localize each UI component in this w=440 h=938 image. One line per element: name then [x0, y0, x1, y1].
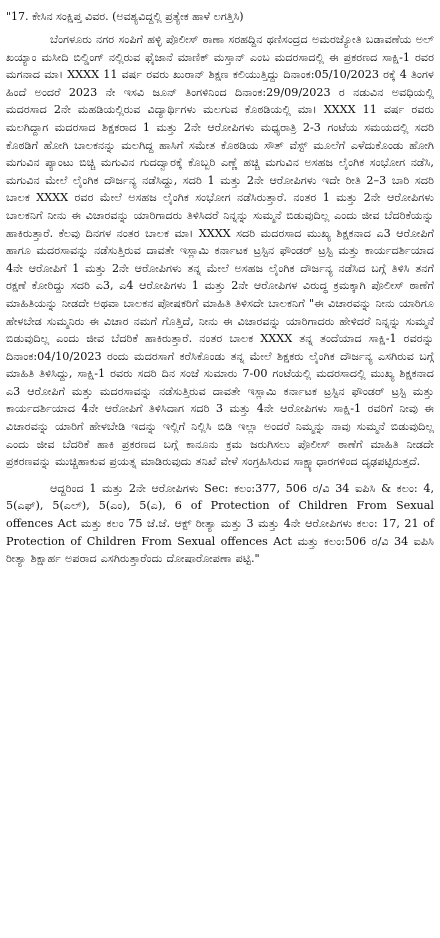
- document-heading: "17. ಕೇಸಿನ ಸಂಕ್ಷಿಪ್ತ ವಿವರ. (ಅವಶ್ಯವಿದ್ದಲ್ಲಿ ಪ್ರತ್ಯೇಕ ಹಾಳೆ ಲಗತ್ತಿಸಿ): [6, 10, 244, 23]
- charges-paragraph: ಆದ್ದರಿಂದ 1 ಮತ್ತು 2ನೇ ಆರೋಪಿಗಳು Sec: ಕಲಂ:377, 506 ರ/ವಿ 34 ಐಪಿಸಿ & ಕಲಂ: 4, 5(ಎಫ್), 5(ಎಲ್), 5(ಎಂ), 5(ಎ), 6 of Protection of Children From Sexual offences Act ಮತ್ತು ಕಲಂ 75 ಜೆ.ಜೆ. ಆಕ್ಟ್ ರೀತ್ಯಾ ಮತ್ತು 3 ಮತ್ತು 4ನೇ ಆರೋಪಿಗಳು ಕಲಂ: 17, 21 of Protection of Children From Sexual offences Act ಮತ್ತು ಕಲಂ:506 ರ/ವಿ 34 ಐಪಿಸಿ ರೀತ್ಯಾ ಶಿಕ್ಷಾರ್ಹ ಅಪರಾದ ಎಸಗಿರುತ್ತಾರೆಂದು ದೋಷಾರೋಪಣಾ ಪಟ್ಟಿ.": [6, 481, 434, 566]
- case-summary-paragraph: ಬೆಂಗಳೂರು ನಗರ ಸಂಪಿಗೆ ಹಳ್ಳಿ ಪೊಲೀಸ್ ಠಾಣಾ ಸರಹದ್ದಿನ ಥಣಿಸಂದ್ರದ ಅಮರಜ್ಯೋತಿ ಬಡಾವಣೆಯ ಅಲ್ ಖಯ್ಯಾಂ ಮಸೀದಿ ಬಿಲ್ಡಿಂಗ್ ನಲ್ಲಿರುವ ಫೈಜಾನೆ ಮಾಣಿಕ್ ಮಸ್ತಾನ್ ಎಂಬ ಮದರಸಾದಲ್ಲಿ ಈ ಪ್ರಕರಣದ ಸಾಕ್ಷಿ-1 ರವರ ಮಗನಾದ ಮಾ। XXXX 11 ವರ್ಷ ರವರು ಖುರಾನ್ ಶಿಕ್ಷಣ ಕಲಿಯುತ್ತಿದ್ದು ದಿನಾಂಕ:05/10/2023 ರಕ್ಕೆ 4 ತಿಂಗಳ ಹಿಂದೆ ಅಂದರೆ 2023 ನೇ ಇಸವಿ ಜೂನ್ ತಿಂಗಳಿನಿಂದ ದಿನಾಂಕ:29/09/2023 ರ ನಡುವಿನ ಅವಧಿಯಲ್ಲಿ ಮದರಸಾದ 2ನೇ ಮಹಡಿಯಲ್ಲಿರುವ ವಿದ್ಯಾರ್ಥಿಗಳು ಮಲಗುವ ಕೊಠಡಿಯಲ್ಲಿ ಮಾ। XXXX 11 ವರ್ಷ ರವರು ಮಲಗಿದ್ದಾಗ ಮದರಸಾದ ಶಿಕ್ಷಕರಾದ 1 ಮತ್ತು 2ನೇ ಆರೋಪಿಗಳು ಮಧ್ಯರಾತ್ರಿ 2-3 ಗಂಟೆಯ ಸಮಯದಲ್ಲಿ ಸದರಿ ಕೊಠಡಿಗೆ ಹೋಗಿ ಬಾಲಕನನ್ನು ಮಲಗಿದ್ದ ಹಾಸಿಗೆ ಸಮೇತ ಕೊಠಡಿಯ ಸೌತ್ ವೆಸ್ಟ್ ಮೂಲೆಗೆ ಎಳೆದುಕೊಂಡು ಹೋಗಿ ಮಗುವಿನ ಪ್ಯಾಂಟು ಬಿಚ್ಚಿ ಮಗುವಿನ ಗುದದ್ವಾರಕ್ಕೆ ಕೊಬ್ಬರಿ ಎಣ್ಣೆ ಹಚ್ಚಿ ಮಗುವಿನ ಅಸಹಜ ಲೈಂಗಿಕ ಸಂಭೋಗ ನಡೆಸಿ, ಮಗುವಿನ ಮೇಲೆ ಲೈಂಗಿಕ ದೌರ್ಜನ್ಯ ನಡೆಸಿದ್ದು, ಸದರಿ 1 ಮತ್ತು 2ನೇ ಆರೋಪಿಗಳು ಇದೇ ರೀತಿ 2–3 ಬಾರಿ ಸದರಿ ಬಾಲಕ XXXX ರವರ ಮೇಲೆ ಅಸಹಜ ಲೈಂಗಿಕ ಸಂಭೋಗ ನಡೆಸಿರುತ್ತಾರೆ. ನಂತರ 1 ಮತ್ತು 2ನೇ ಆರೋಪಿಗಳು ಬಾಲಕನಿಗೆ ನೀನು ಈ ವಿಚಾರವನ್ನು ಯಾರಿಗಾದರು ತಿಳಿಸಿದರೆ ನಿನ್ನನ್ನು ಸುಮ್ಮನೆ ಬಿಡುವುದಿಲ್ಲ ಎಂದು ಜೀವ ಬೆದರಿಕೆಯನ್ನು ಹಾಕಿರುತ್ತಾರೆ. ಕೆಲವು ದಿನಗಳ ನಂತರ ಬಾಲಕ ಮಾ। XXXX ಸದರಿ ಮದರಸಾದ ಮುಖ್ಯ ಶಿಕ್ಷಕನಾದ ಎ3 ಆರೋಪಿಗೆ ಹಾಗೂ ಮದರಸಾವನ್ನು ನಡೆಸುತ್ತಿರುವ ದಾವತೇ ಇಸ್ಲಾಮಿ ಕರ್ನಾಟಕ ಟ್ರಸ್ಟಿನ ಫೌಂಡರ್ ಟ್ರಸ್ಟಿ ಮತ್ತು ಕಾರ್ಯದರ್ಶಿಯಾದ 4ನೇ ಆರೋಪಿಗೆ 1 ಮತ್ತು 2ನೇ ಆರೋಪಿಗಳು ತನ್ನ ಮೇಲೆ ಅಸಹಜ ಲೈಂಗಿಕ ದೌರ್ಜನ್ಯ ನಡೆಸಿದ ಬಗ್ಗೆ ತಿಳಿಸಿ ತನಗೆ ರಕ್ಷಣೆ ಕೋರಿದ್ದು ಸದರಿ ಎ3, ಎ4 ಆರೋಪಿಗಳು 1 ಮತ್ತು 2ನೇ ಆರೋಪಿಗಳ ವಿರುದ್ಧ ಕ್ರಮಕ್ಕಾಗಿ ಪೊಲೀಸ್ ಠಾಣೆಗೆ ಮಾಹಿತಿಯನ್ನು ನೀಡದೇ ಅಥವಾ ಬಾಲಕನ ಪೋಷಕರಿಗೆ ಮಾಹಿತಿ ತಿಳಿಸದೇ ಬಾಲಕನಿಗೆ "ಈ ವಿಚಾರವನ್ನು ನೀನು ಯಾರಿಗೂ ಹೇಳಬೇಡ ಸುಮ್ಮನಿರು ಈ ವಿಚಾರ ನಮಗೆ ಗೊತ್ತಿದೆ, ನೀನು ಈ ವಿಚಾರವನ್ನು ಯಾರಿಗಾದರು ಹೇಳಿದರೆ ನಿನ್ನನ್ನು ಸುಮ್ಮನೆ ಬಿಡುವುದಿಲ್ಲ ಎಂದು ಜೀವ ಬೆದರಿಕೆ ಹಾಕಿರುತ್ತಾರೆ. ನಂತರ ಬಾಲಕ XXXX ತನ್ನ ತಂದೆಯಾದ ಸಾಕ್ಷಿ-1 ರವರನ್ನು ದಿನಾಂಕ:04/10/2023 ರಂದು ಮದರಸಾಗೆ ಕರೆಸಿಕೊಂಡು ತನ್ನ ಮೇಲೆ ಶಿಕ್ಷಕರು ಲೈಂಗಿಕ ದೌರ್ಜನ್ಯ ಎಸಗಿರುವ ಬಗ್ಗೆ ಮಾಹಿತಿ ತಿಳಿಸಿದ್ದು, ಸಾಕ್ಷಿ-1 ರವರು ಸದರಿ ದಿನ ಸಂಜೆ ಸುಮಾರು 7-00 ಗಂಟೆಯಲ್ಲಿ ಮದರಸಾದಲ್ಲಿ ಮುಖ್ಯ ಶಿಕ್ಷಕನಾದ ಎ3 ಆರೋಪಿಗೆ ಮತ್ತು ಮದರಸಾವನ್ನು ನಡೆಸುತ್ತಿರುವ ದಾವತೇ ಇಸ್ಲಾಮಿ ಕರ್ನಾಟಕ ಟ್ರಸ್ಟಿನ ಫೌಂಡರ್ ಟ್ರಸ್ಟಿ ಮತ್ತು ಕಾರ್ಯದರ್ಶಿಯಾದ 4ನೇ ಆರೋಪಿಗೆ ತಿಳಿಸಿದಾಗ ಸದರಿ 3 ಮತ್ತು 4ನೇ ಆರೋಪಿಗಳು ಸಾಕ್ಷಿ-1 ರವರಿಗೆ ನೀವು ಈ ವಿಚಾರವನ್ನು ಯಾರಿಗೆ ಹೇಳಬೇಡಿ ಇದನ್ನು ಇಲ್ಲಿಗೆ ನಿಲ್ಲಿಸಿ ಬಿಡಿ ಇಲ್ಲಾ ಅಂದರೆ ನಿಮ್ಮನ್ನು ನಾವು ಸುಮ್ಮನೆ ಬಿಡುವುದಿಲ್ಲ ಎಂದು ಜೀವ ಬೆದರಿಕೆ ಹಾಕಿ ಪ್ರಕರಣದ ಬಗ್ಗೆ ಕಾನೂನು ಕ್ರಮ ಜರುಗಿಸಲು ಪೊಲೀಸ್ ಠಾಣೆಗೆ ಮಾಹಿತಿ ನೀಡದೇ ಪ್ರಕರಣವನ್ನು ಮುಚ್ಚಿಹಾಕುವ ಪ್ರಯತ್ನ ಮಾಡಿರುವುದು ತನಿಖೆ ವೇಳೆ ಸಂಗ್ರಹಿಸಿರುವ ಸಾಕ್ಷ್ಯಾಧಾರಗಳಿಂದ ದೃಢಪಟ್ಟಿರುತ್ತದೆ.: [6, 33, 434, 469]
